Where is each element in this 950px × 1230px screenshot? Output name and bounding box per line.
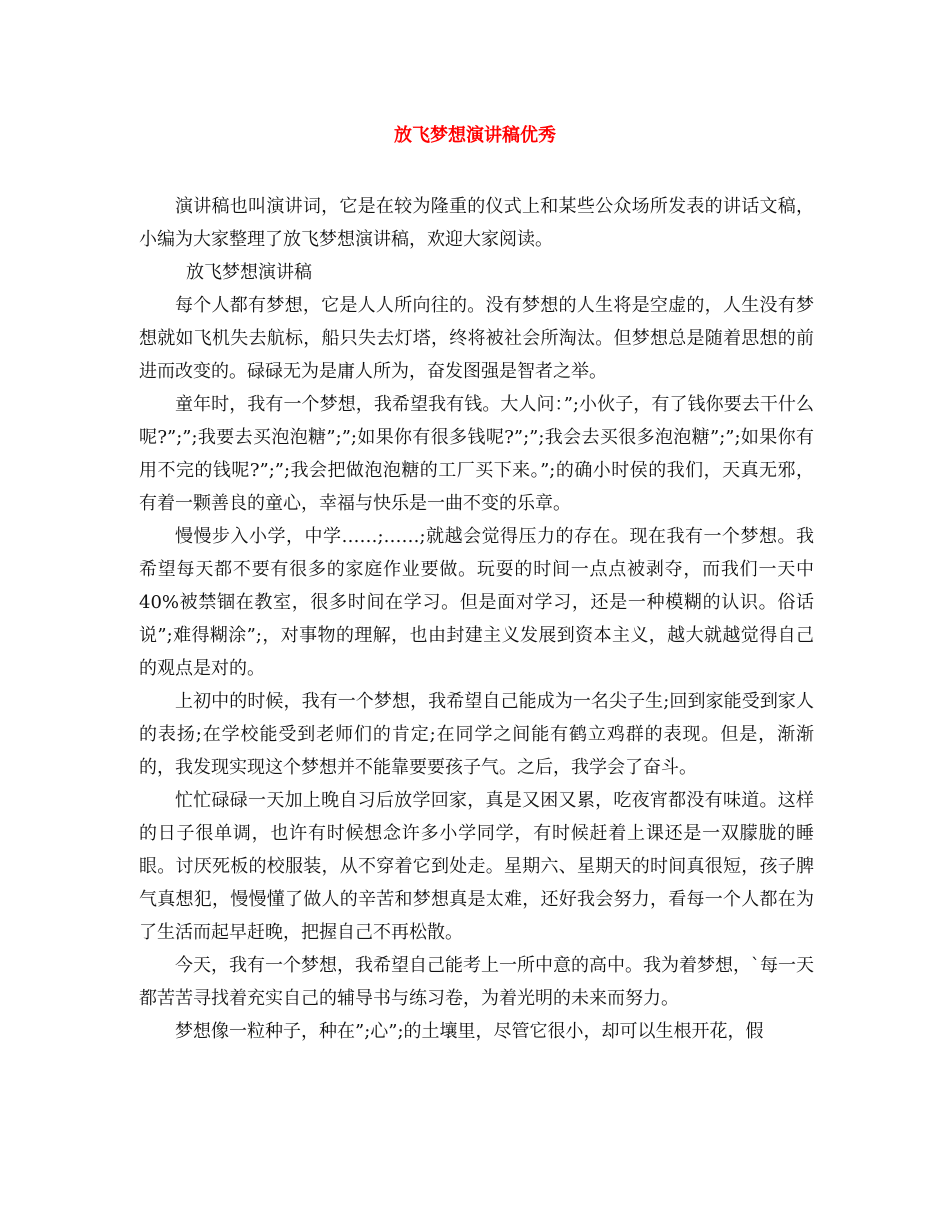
document-body [139, 190, 814, 1048]
section-heading: 放飞梦想演讲稿 [186, 262, 312, 283]
body-paragraph: 今天，我有一个梦想，我希望自己能考上一所中意的高中。我为着梦想，`每一天都苦苦寻找着充实自己的辅导书与练习卷，为着光明的未来而努力。 [139, 955, 814, 1009]
body-paragraph: 梦想像一粒种子，种在”;心”;的土壤里，尽管它很小，却可以生根开花，假 [175, 1021, 764, 1042]
body-paragraph: 童年时，我有一个梦想，我希望我有钱。大人问：”;小伙子，有了钱你要去干什么呢?”;”;我要去买泡泡糖”;”;如果你有很多钱呢?”;”;我会去买很多泡泡糖”;”;如果你有用不完的钱呢?”;”;我会把做泡泡糖的工厂买下来。”;的确小时侯的我们，天真无邪，有着一颗善良的童心，幸福与快乐是一曲不变的乐章。 [139, 394, 814, 514]
body-paragraph: 慢慢步入小学，中学……;……;就越会觉得压力的存在。现在我有一个梦想。我希望每天都不要有很多的家庭作业要做。玩耍的时间一点点被剥夺，而我们一天中40%被禁锢在教室，很多时间在学习。但是面对学习，还是一种模糊的认识。俗话说”;难得糊涂”;，对事物的理解，也由封建主义发展到资本主义，越大就越觉得自己的观点是对的。 [139, 526, 814, 679]
body-paragraph: 上初中的时候，我有一个梦想，我希望自己能成为一名尖子生;回到家能受到家人的表扬;在学校能受到老师们的肯定;在同学之间能有鹤立鸡群的表现。但是，渐渐的，我发现实现这个梦想并不能靠要要孩子气。之后，我学会了奋斗。 [139, 691, 814, 778]
document-title: 放飞梦想演讲稿优秀 [394, 125, 556, 146]
body-paragraph: 每个人都有梦想，它是人人所向往的。没有梦想的人生将是空虚的，人生没有梦想就如飞机失去航标，船只失去灯塔，终将被社会所淘汰。但梦想总是随着思想的前进而改变的。碌碌无为是庸人所为，奋发图强是智者之举。 [139, 295, 814, 382]
intro-paragraph: 演讲稿也叫演讲词，它是在较为隆重的仪式上和某些公众场所发表的讲话文稿，小编为大家整理了放飞梦想演讲稿，欢迎大家阅读。 [139, 196, 814, 250]
body-paragraph: 忙忙碌碌一天加上晚自习后放学回家，真是又困又累，吃夜宵都没有味道。这样的日子很单调，也许有时候想念许多小学同学，有时候赶着上课还是一双朦胧的睡眼。讨厌死板的校服装，从不穿着它到处走。星期六、星期天的时间真很短，孩子脾气真想犯，慢慢懂了做人的辛苦和梦想真是太难，还好我会努力，看每一个人都在为了生活而起早赶晚，把握自己不再松散。 [139, 790, 814, 943]
